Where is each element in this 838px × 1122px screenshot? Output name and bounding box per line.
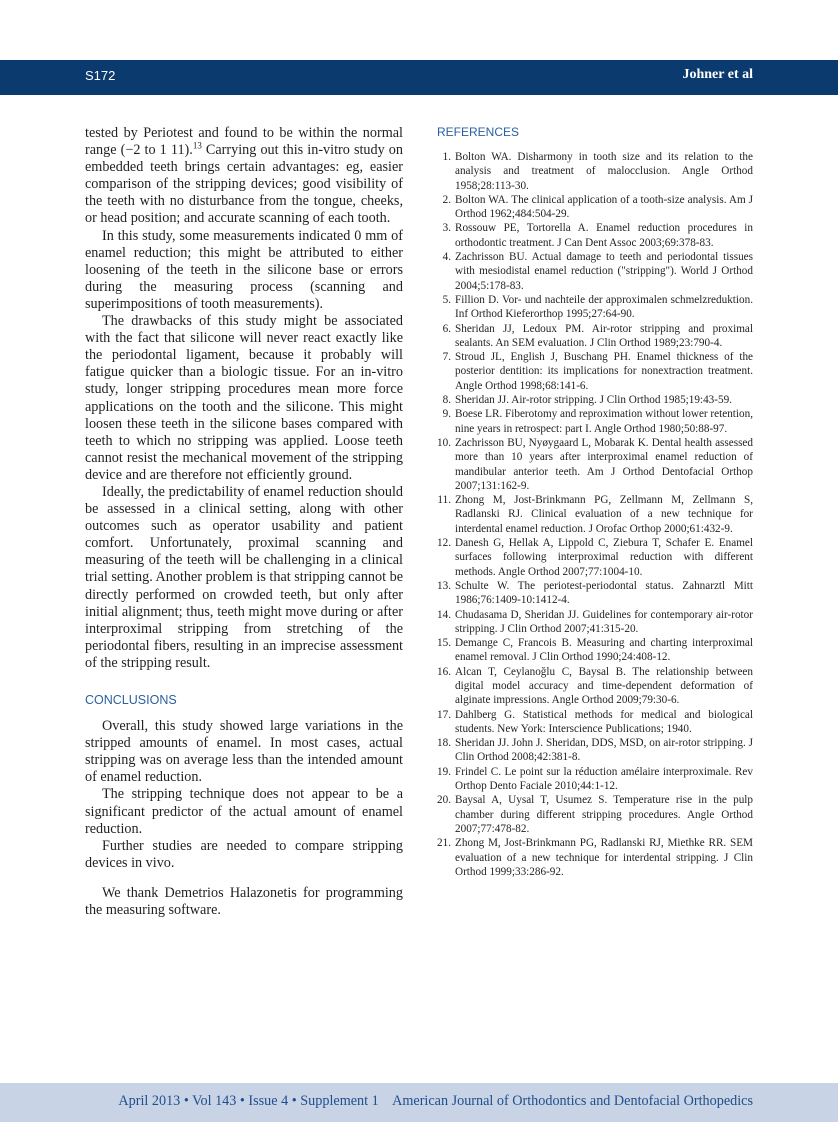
reference-number: 3.: [442, 222, 451, 235]
paragraph-text: tested by Periotest and found to be within the normal range (−2 to 1 11).: [85, 125, 403, 159]
reference-number: 11.: [437, 494, 451, 507]
reference-item: [437, 736, 753, 765]
conclusion-paragraph: Overall, this study showed large variations in the stripped amounts of enamel. In most cases, actual stripping was on average less than the intended amount of enamel reduction.: [85, 718, 403, 786]
reference-number: 15.: [437, 637, 451, 650]
reference-number: 2.: [442, 193, 451, 206]
reference-text: Danesh G, Hellak A, Lippold C, Ziebura T, Schafer E. Enamel surfaces following interproximal reduction with different methods. Angle Orthod 2007;77:1004-10.: [455, 537, 753, 578]
reference-text: Zachrisson BU, Nyøygaard L, Mobarak K. Dental health assessed more than 10 years after interproximal enamel reduction of mandibular anterior teeth. Am J Orthod Dentofacial Orthop 2007;131:162-9.: [455, 436, 753, 492]
reference-item: [437, 793, 753, 836]
reference-text: Baysal A, Uysal T, Usumez S. Temperature rise in the pulp chamber during different stripping procedures. Angle Orthod 2007;77:478-82.: [455, 794, 753, 835]
reference-text: Chudasama D, Sheridan JJ. Guidelines for contemporary air-rotor stripping. J Clin Orthod 2007;41:315-20.: [455, 608, 753, 635]
reference-text: Sheridan JJ. John J. Sheridan, DDS, MSD, on air-rotor stripping. J Clin Orthod 2008;42:381-8.: [455, 737, 753, 764]
reference-number: 19.: [437, 765, 451, 778]
reference-item: [437, 407, 753, 436]
reference-number: 18.: [437, 737, 451, 750]
reference-text: Sheridan JJ. Air-rotor stripping. J Clin Orthod 1985;19:43-59.: [455, 394, 732, 407]
conclusion-paragraph: Further studies are needed to compare stripping devices in vivo.: [85, 837, 403, 871]
reference-number: 8.: [442, 394, 451, 407]
reference-text: Frindel C. Le point sur la réduction amélaire interproximale. Rev Orthop Dento Faciale 2010;44:1-12.: [455, 765, 753, 793]
reference-text: Zhong M, Jost-Brinkmann PG, Radlanski RJ, Miethke RR. SEM evaluation of a new technique for interdental stripping. J Clin Orthod 1999;33:286-92.: [455, 837, 753, 878]
reference-text: Sheridan JJ, Ledoux PM. Air-rotor stripping and proximal sealants. An SEM evaluation. J Clin Orthod 1989;23:790-4.: [455, 322, 753, 349]
reference-number: 20.: [437, 794, 451, 807]
reference-text: Dahlberg G. Statistical methods for medical and biological students. New York: Interscience Publications; 1940.: [455, 708, 753, 735]
reference-number: 7.: [442, 351, 451, 364]
body-paragraph: [85, 125, 403, 228]
reference-text: Alcan T, Ceylanoğlu C, Baysal B. The relationship between digital model accuracy and time-dependent deformation of alginate impressions. Angle Orthod 2009;79:30-6.: [455, 665, 753, 707]
reference-item: [437, 350, 753, 393]
reference-item: [437, 293, 753, 322]
reference-list: [437, 150, 753, 879]
conclusion-paragraph: The stripping technique does not appear to be a significant predictor of the actual amount of enamel reduction.: [85, 786, 403, 837]
reference-number: 14.: [437, 608, 451, 621]
body-paragraph: The drawbacks of this study might be associated with the fact that silicone will never react exactly like the periodontal ligament, because it probably will fatigue quicker than a biologic tissue. For an in-vitro study, longer stripping procedures mean more force applications on the tooth and the silicone. This might loosen these teeth in the silicone bases compared with teeth to which no stripping was applied. Loose teeth cannot resist the mechanical movement of the stripping device and are therefore not efficiently ground.: [85, 313, 403, 483]
running-authors: Johner et al: [682, 67, 753, 82]
references-heading: REFERENCES: [437, 125, 520, 139]
body-paragraph: Ideally, the predictability of enamel reduction should be assessed in a clinical setting, along with other outcomes such as operator usability and patient comfort. Unfortunately, proximal scanning and measuring of the teeth will be challenging in a clinical trial setting. Another problem is that stripping cannot be directly performed on crowded teeth, but only after initial alignment; thus, teeth might move during or after interproximal stripping from stretching of the periodontal fibers, resulting in an imprecise assessment of the stripping result.: [85, 483, 403, 671]
acknowledgment: We thank Demetrios Halazonetis for programming the measuring software.: [85, 884, 403, 919]
page-header: [0, 60, 838, 95]
reference-item: [437, 708, 753, 737]
body-paragraph: In this study, some measurements indicated 0 mm of enamel reduction; this might be attributed to either loosening of the teeth in the silicone base or errors during the measuring process (scanning and superimpositions of tooth measurements).: [85, 227, 403, 312]
reference-item: [437, 493, 753, 536]
reference-item: [437, 193, 753, 222]
reference-text: Boese LR. Fiberotomy and reproximation without lower retention, nine years in retrospect: part I. Angle Orthod 1980;50:88-97.: [455, 408, 753, 435]
reference-item: [437, 636, 753, 665]
reference-text: Stroud JL, English J, Buschang PH. Enamel thickness of the posterior dentition: its implications for nonextraction treatment. Angle Orthod 1998;68:141-6.: [455, 351, 753, 392]
reference-number: 5.: [442, 293, 451, 306]
reference-item: [437, 536, 753, 579]
reference-text: Demange C, Francois B. Measuring and charting interproximal enamel removal. J Clin Orthod 1990;24:408-12.: [455, 637, 753, 664]
reference-text: Bolton WA. Disharmony in tooth size and its relation to the analysis and treatment of malocclusion. Angle Orthod 1958;28:113-30.: [455, 151, 753, 192]
reference-number: 1.: [442, 151, 451, 163]
reference-number: 4.: [442, 251, 451, 264]
reference-item: [437, 150, 753, 193]
reference-item: [437, 322, 753, 351]
reference-text: Zhong M, Jost-Brinkmann PG, Zellmann M, Zellmann S, Radlanski RJ. Clinical evaluation of a new technique for interdental enamel reduction. J Orofac Orthop 2000;61:432-9.: [455, 494, 753, 535]
reference-number: 16.: [437, 665, 451, 678]
reference-text: Zachrisson BU. Actual damage to teeth and periodontal tissues with mesiodistal enamel reduction ("stripping"). World J Orthod 2004;5:178-83.: [455, 251, 753, 292]
paragraph-text: Carrying out this in-vitro study on embedded teeth brings certain advantages: eg, easier comparison of the stripping devices; good visibility of the teeth with no disturbance from the tongue, cheeks, or head position; and accurate scanning of each tooth.: [85, 142, 403, 227]
reference-text: Fillion D. Vor- und nachteile der approximalen schmelzreduktion. Inf Orthod Kieferorthop 1995;27:64-90.: [455, 293, 753, 321]
reference-number: 9.: [442, 408, 451, 421]
reference-text: Rossouw PE, Tortorella A. Enamel reduction procedures in orthodontic treatment. J Can Dent Assoc 2003;69:378-83.: [455, 222, 753, 249]
reference-text: Schulte W. The periotest-periodontal status. Zahnarztl Mitt 1986;76:1409-10:1412-4.: [455, 579, 753, 607]
journal-name: American Journal of Orthodontics and Dentofacial Orthopedics: [392, 1093, 753, 1109]
reference-number: 17.: [437, 708, 451, 721]
reference-item: [437, 579, 753, 608]
page-number: S172: [85, 68, 116, 83]
reference-text: Bolton WA. The clinical application of a tooth-size analysis. Am J Orthod 1962;484:504-29.: [455, 193, 753, 221]
reference-item: [437, 765, 753, 794]
reference-item: [437, 608, 753, 637]
references-column: [437, 125, 753, 879]
reference-item: [437, 836, 753, 879]
reference-number: 10.: [437, 436, 451, 449]
page-footer: [0, 1083, 838, 1122]
reference-item: [437, 665, 753, 708]
reference-number: 21.: [437, 837, 451, 850]
reference-number: 13.: [437, 579, 451, 592]
issue-info: April 2013 • Vol 143 • Issue 4 • Supplement 1: [118, 1093, 379, 1109]
left-column: [85, 125, 403, 919]
conclusions-heading: CONCLUSIONS: [85, 693, 177, 707]
reference-item: [437, 393, 753, 407]
reference-item: [437, 221, 753, 250]
reference-number: 6.: [442, 322, 451, 335]
reference-item: [437, 250, 753, 293]
footer-text: [118, 1093, 753, 1110]
citation-superscript: 13: [192, 140, 202, 151]
reference-item: [437, 436, 753, 493]
reference-number: 12.: [437, 537, 451, 550]
